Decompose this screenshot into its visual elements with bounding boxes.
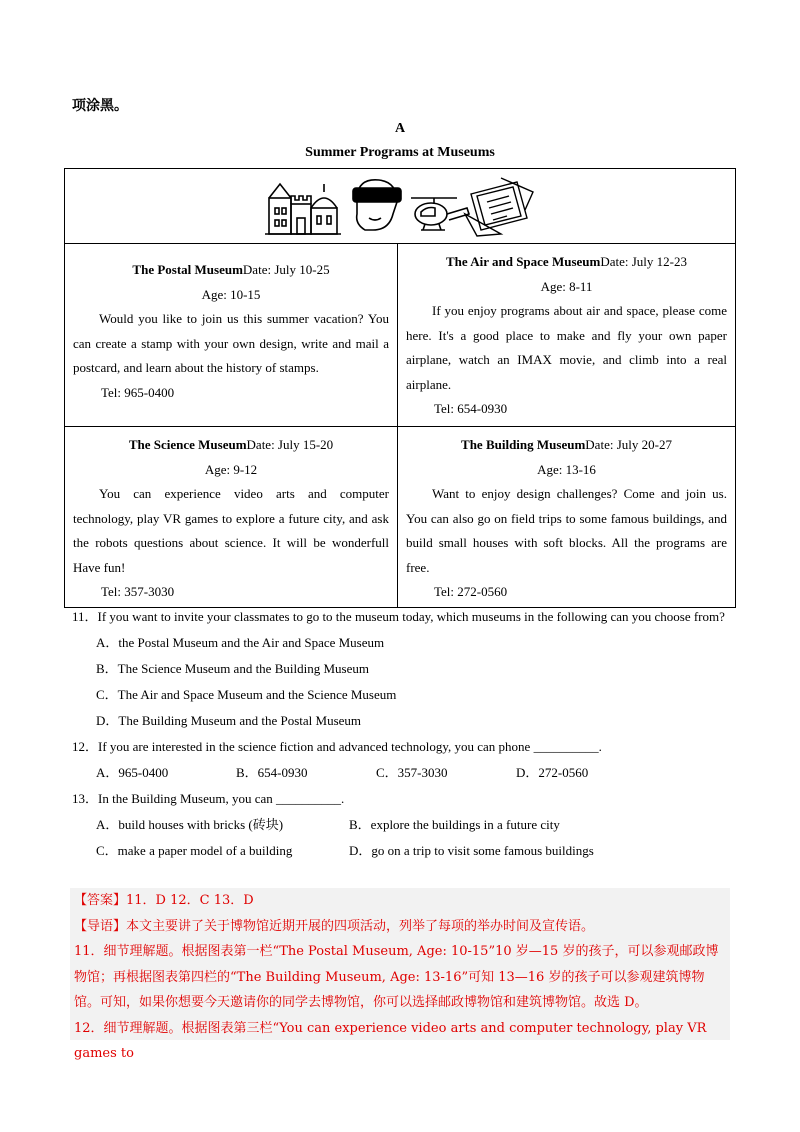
building-museum-cell: [398, 427, 735, 607]
question-12: 12．If you are interested in the science fiction and advanced technology, you can phone __________.: [72, 739, 602, 754]
option-11b: B．The Science Museum and the Building Museum: [96, 661, 369, 676]
questions: [72, 604, 732, 864]
options-12: [72, 760, 732, 786]
museum-date: Date: July 15-20: [246, 437, 334, 452]
option-13b: B．explore the buildings in a future city: [349, 817, 560, 832]
options-13-row1: [72, 812, 732, 838]
illustration-row: [65, 169, 735, 244]
option-11c: C．The Air and Space Museum and the Science Museum: [96, 687, 397, 702]
option-12b: B．654-0930: [236, 765, 308, 780]
answer-explanation-12: 12．细节理解题。根据图表第三栏“You can experience video arts and computer technology, play VR games to: [74, 1020, 707, 1061]
helicopter-icon: [411, 198, 469, 230]
stamps-icon: [465, 178, 533, 236]
vr-headset-icon: [353, 180, 401, 230]
option-11a: A．the Postal Museum and the Air and Space Museum: [96, 635, 385, 650]
museum-age: Age: 10-15: [201, 286, 261, 302]
answer-intro: 【导语】本文主要讲了关于博物馆近期开展的四项活动，列举了每项的举办时间及宣传语。: [74, 918, 595, 934]
answer-key: 【答案】11．D 12．C 13．D: [74, 893, 254, 908]
museum-age: Age: 13-16: [537, 461, 596, 477]
option-13a: A．build houses with bricks (砖块): [96, 817, 284, 832]
option-11d: D．The Building Museum and the Postal Museum: [96, 713, 362, 728]
option-13d: D．go on a trip to visit some famous buildings: [349, 843, 594, 858]
museum-tel: Tel: 965-0400: [101, 384, 175, 400]
museum-description: You can experience video arts and computer technology, play VR games to explore a future city, and ask the robots questions about science. It will be wonderfull Have fun!: [73, 486, 389, 575]
museum-description: Would you like to join us this summer vacation? You can create a stamp with your own design, write and mail a postcard, and learn about the history of stamps.: [73, 311, 389, 375]
museum-name: The Postal Museum: [132, 262, 243, 277]
postal-museum-cell: [65, 244, 398, 426]
museum-age: Age: 8-11: [540, 278, 593, 294]
building-icon: [265, 184, 341, 234]
museum-name: The Building Museum: [461, 437, 586, 452]
museum-name: The Science Museum: [128, 437, 247, 452]
museum-tel: Tel: 272-0560: [434, 584, 508, 599]
museum-description: If you enjoy programs about air and space, please come here. It's a good place to make and fly your own paper airplane, watch an IMAX movie, and climb into a real airplane.: [406, 303, 727, 392]
museum-date: Date: July 20-27: [585, 437, 672, 452]
options-13-row2: [72, 838, 732, 864]
museum-date: Date: July 12-23: [600, 254, 687, 269]
museum-name: The Air and Space Museum: [446, 254, 601, 269]
museum-date: Date: July 10-25: [242, 262, 330, 277]
question-11: 11．If you want to invite your classmates to go to the museum today, which museums in the following can you choose from?: [72, 609, 725, 624]
museum-tel: Tel: 654-0930: [434, 401, 508, 416]
museum-description: Want to enjoy design challenges? Come and join us. You can also go on field trips to some famous buildings, and build small houses with soft blocks. All the programs are free.: [406, 486, 727, 575]
option-12d: D．272-0560: [516, 765, 589, 780]
option-12c: C．357-3030: [376, 765, 448, 780]
illustration: [265, 174, 535, 238]
science-museum-cell: [65, 427, 398, 607]
section-title: Summer Programs at Museums: [305, 145, 495, 160]
question-13: 13．In the Building Museum, you can __________.: [72, 791, 345, 806]
section-letter: A: [394, 121, 406, 136]
table-row: [65, 427, 735, 607]
answer-explanation-11: 11．细节理解题。根据图表第一栏“The Postal Museum, Age: 10-15”10 岁—15 岁的孩子，可以参观邮政博物馆；再根据图表第四栏的“The Building Museum, Age: 13-16”可知 13—16 岁的孩子可以参观建筑博物馆。可知，如果你想要今天邀请你的同学去博物馆，你可以选择邮政博物馆和建筑博物馆。故选 D。: [74, 944, 719, 1010]
museum-tel: Tel: 357-3030: [101, 584, 175, 599]
answer-block: [70, 888, 730, 1061]
option-13c: C．make a paper model of a building: [96, 843, 293, 858]
header-note: 项涂黑。: [72, 98, 128, 114]
air-space-museum-cell: [398, 244, 735, 426]
table-row: [65, 244, 735, 427]
option-12a: A．965-0400: [96, 765, 169, 780]
museum-table: [64, 168, 736, 608]
museum-age: Age: 9-12: [204, 461, 258, 477]
